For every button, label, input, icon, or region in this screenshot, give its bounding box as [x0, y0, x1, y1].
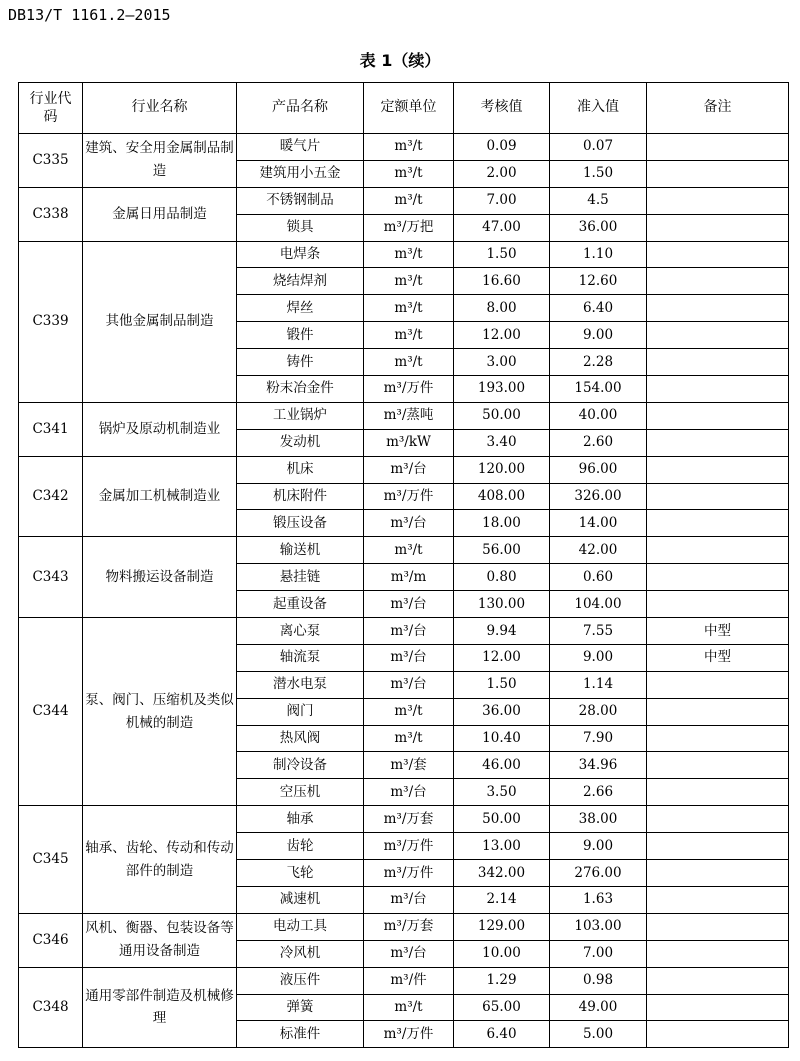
industry-name: 其他金属制品制造 [83, 241, 237, 402]
note [647, 779, 789, 806]
product-name: 铸件 [237, 349, 364, 376]
access-value: 154.00 [550, 376, 647, 403]
industry-code: C339 [19, 241, 83, 402]
quota-unit: m³/台 [364, 618, 454, 645]
note [647, 886, 789, 913]
access-value: 96.00 [550, 456, 647, 483]
access-value: 7.90 [550, 725, 647, 752]
table-row [19, 134, 789, 161]
quota-unit: m³/套 [364, 752, 454, 779]
assess-value: 18.00 [454, 510, 550, 537]
industry-code: C348 [19, 967, 83, 1048]
industry-name: 风机、衡器、包装设备等通用设备制造 [83, 913, 237, 967]
quota-unit: m³/t [364, 349, 454, 376]
access-value: 14.00 [550, 510, 647, 537]
industry-name: 锅炉及原动机制造业 [83, 402, 237, 456]
table-row [19, 537, 789, 564]
table-row [19, 241, 789, 268]
access-value: 0.98 [550, 967, 647, 994]
quota-unit: m³/件 [364, 967, 454, 994]
note [647, 940, 789, 967]
access-value: 2.28 [550, 349, 647, 376]
product-name: 弹簧 [237, 994, 364, 1021]
table-row [19, 806, 789, 833]
note [647, 1021, 789, 1048]
assess-value: 408.00 [454, 483, 550, 510]
assess-value: 3.40 [454, 429, 550, 456]
product-name: 电动工具 [237, 913, 364, 940]
assess-value: 2.14 [454, 886, 550, 913]
note [647, 295, 789, 322]
assess-value: 129.00 [454, 913, 550, 940]
product-name: 输送机 [237, 537, 364, 564]
note [647, 591, 789, 618]
assess-value: 3.00 [454, 349, 550, 376]
product-name: 不锈钢制品 [237, 187, 364, 214]
product-name: 粉末冶金件 [237, 376, 364, 403]
table-title: 表 1（续） [359, 51, 441, 70]
assess-value: 9.94 [454, 618, 550, 645]
assess-value: 1.50 [454, 241, 550, 268]
access-value: 326.00 [550, 483, 647, 510]
assess-value: 342.00 [454, 860, 550, 887]
table-row [19, 618, 789, 645]
note [647, 752, 789, 779]
note [647, 967, 789, 994]
assess-value: 1.50 [454, 671, 550, 698]
access-value: 1.63 [550, 886, 647, 913]
assess-value: 10.00 [454, 940, 550, 967]
product-name: 锁具 [237, 214, 364, 241]
access-value: 12.60 [550, 268, 647, 295]
table-row [19, 913, 789, 940]
note [647, 806, 789, 833]
assess-value: 65.00 [454, 994, 550, 1021]
industry-code: C341 [19, 402, 83, 456]
product-name: 空压机 [237, 779, 364, 806]
table-row [19, 456, 789, 483]
water-quota-table [18, 82, 789, 1048]
table-row [19, 967, 789, 994]
assess-value: 0.09 [454, 134, 550, 161]
access-value: 36.00 [550, 214, 647, 241]
table-row [19, 402, 789, 429]
col-header-unit: 定额单位 [364, 83, 454, 134]
product-name: 标准件 [237, 1021, 364, 1048]
access-value: 7.55 [550, 618, 647, 645]
access-value: 34.96 [550, 752, 647, 779]
quota-unit: m³/t [364, 268, 454, 295]
quota-unit: m³/t [364, 994, 454, 1021]
access-value: 9.00 [550, 644, 647, 671]
note [647, 429, 789, 456]
industry-code: C344 [19, 618, 83, 806]
assess-value: 0.80 [454, 564, 550, 591]
access-value: 2.60 [550, 429, 647, 456]
note [647, 376, 789, 403]
quota-unit: m³/t [364, 698, 454, 725]
note [647, 994, 789, 1021]
product-name: 电焊条 [237, 241, 364, 268]
assess-value: 50.00 [454, 402, 550, 429]
note [647, 564, 789, 591]
assess-value: 12.00 [454, 322, 550, 349]
product-name: 暖气片 [237, 134, 364, 161]
industry-name: 通用零部件制造及机械修理 [83, 967, 237, 1048]
product-name: 锻压设备 [237, 510, 364, 537]
assess-value: 10.40 [454, 725, 550, 752]
note: 中型 [647, 618, 789, 645]
product-name: 热风阀 [237, 725, 364, 752]
assess-value: 46.00 [454, 752, 550, 779]
note [647, 134, 789, 161]
note [647, 402, 789, 429]
industry-code: C335 [19, 134, 83, 188]
quota-unit: m³/台 [364, 886, 454, 913]
access-value: 28.00 [550, 698, 647, 725]
quota-unit: m³/万件 [364, 376, 454, 403]
access-value: 1.50 [550, 160, 647, 187]
product-name: 齿轮 [237, 833, 364, 860]
note [647, 833, 789, 860]
product-name: 阀门 [237, 698, 364, 725]
assess-value: 13.00 [454, 833, 550, 860]
note: 中型 [647, 644, 789, 671]
quota-unit: m³/t [364, 134, 454, 161]
quota-unit: m³/台 [364, 779, 454, 806]
assess-value: 130.00 [454, 591, 550, 618]
col-header-access: 准入值 [550, 83, 647, 134]
note [647, 268, 789, 295]
assess-value: 47.00 [454, 214, 550, 241]
quota-unit: m³/蒸吨 [364, 402, 454, 429]
col-header-note: 备注 [647, 83, 789, 134]
industry-code: C342 [19, 456, 83, 537]
product-name: 锻件 [237, 322, 364, 349]
assess-value: 3.50 [454, 779, 550, 806]
assess-value: 8.00 [454, 295, 550, 322]
product-name: 冷风机 [237, 940, 364, 967]
quota-unit: m³/台 [364, 644, 454, 671]
note [647, 160, 789, 187]
table-row [19, 187, 789, 214]
access-value: 4.5 [550, 187, 647, 214]
access-value: 103.00 [550, 913, 647, 940]
quota-unit: m³/万件 [364, 1021, 454, 1048]
quota-unit: m³/万套 [364, 806, 454, 833]
note [647, 537, 789, 564]
product-name: 飞轮 [237, 860, 364, 887]
quota-unit: m³/万套 [364, 913, 454, 940]
note [647, 860, 789, 887]
note [647, 187, 789, 214]
note [647, 456, 789, 483]
access-value: 0.07 [550, 134, 647, 161]
header-row [19, 83, 789, 134]
product-name: 离心泵 [237, 618, 364, 645]
note [647, 241, 789, 268]
quota-unit: m³/t [364, 537, 454, 564]
access-value: 38.00 [550, 806, 647, 833]
product-name: 轴流泵 [237, 644, 364, 671]
col-header-code: 行业代码 [19, 83, 83, 134]
quota-unit: m³/台 [364, 456, 454, 483]
assess-value: 2.00 [454, 160, 550, 187]
industry-code: C346 [19, 913, 83, 967]
quota-unit: m³/t [364, 241, 454, 268]
industry-name: 建筑、安全用金属制品制造 [83, 134, 237, 188]
quota-unit: m³/万件 [364, 860, 454, 887]
product-name: 机床 [237, 456, 364, 483]
access-value: 104.00 [550, 591, 647, 618]
quota-unit: m³/台 [364, 591, 454, 618]
access-value: 276.00 [550, 860, 647, 887]
assess-value: 7.00 [454, 187, 550, 214]
quota-unit: m³/t [364, 725, 454, 752]
assess-value: 120.00 [454, 456, 550, 483]
product-name: 工业锅炉 [237, 402, 364, 429]
table-body [19, 134, 789, 1048]
access-value: 49.00 [550, 994, 647, 1021]
assess-value: 6.40 [454, 1021, 550, 1048]
industry-code: C345 [19, 806, 83, 914]
access-value: 9.00 [550, 833, 647, 860]
access-value: 2.66 [550, 779, 647, 806]
product-name: 减速机 [237, 886, 364, 913]
product-name: 轴承 [237, 806, 364, 833]
access-value: 6.40 [550, 295, 647, 322]
note [647, 725, 789, 752]
product-name: 发动机 [237, 429, 364, 456]
note [647, 322, 789, 349]
assess-value: 56.00 [454, 537, 550, 564]
quota-unit: m³/t [364, 160, 454, 187]
note [647, 349, 789, 376]
assess-value: 193.00 [454, 376, 550, 403]
col-header-industry: 行业名称 [83, 83, 237, 134]
assess-value: 16.60 [454, 268, 550, 295]
quota-unit: m³/m [364, 564, 454, 591]
access-value: 1.10 [550, 241, 647, 268]
note [647, 698, 789, 725]
note [647, 671, 789, 698]
access-value: 0.60 [550, 564, 647, 591]
assess-value: 50.00 [454, 806, 550, 833]
quota-unit: m³/台 [364, 510, 454, 537]
access-value: 42.00 [550, 537, 647, 564]
access-value: 9.00 [550, 322, 647, 349]
quota-unit: m³/万件 [364, 483, 454, 510]
assess-value: 1.29 [454, 967, 550, 994]
industry-name: 轴承、齿轮、传动和传动部件的制造 [83, 806, 237, 914]
product-name: 液压件 [237, 967, 364, 994]
industry-name: 金属日用品制造 [83, 187, 237, 241]
product-name: 潜水电泵 [237, 671, 364, 698]
access-value: 40.00 [550, 402, 647, 429]
industry-code: C343 [19, 537, 83, 618]
col-header-assess: 考核值 [454, 83, 550, 134]
industry-code: C338 [19, 187, 83, 241]
note [647, 483, 789, 510]
quota-unit: m³/台 [364, 671, 454, 698]
product-name: 机床附件 [237, 483, 364, 510]
assess-value: 36.00 [454, 698, 550, 725]
product-name: 烧结焊剂 [237, 268, 364, 295]
access-value: 5.00 [550, 1021, 647, 1048]
quota-unit: m³/t [364, 295, 454, 322]
document-code: DB13/T 1161.2—2015 [8, 6, 171, 24]
quota-unit: m³/万件 [364, 833, 454, 860]
access-value: 7.00 [550, 940, 647, 967]
col-header-product: 产品名称 [237, 83, 364, 134]
quota-unit: m³/万把 [364, 214, 454, 241]
quota-unit: m³/台 [364, 940, 454, 967]
product-name: 焊丝 [237, 295, 364, 322]
assess-value: 12.00 [454, 644, 550, 671]
industry-name: 物料搬运设备制造 [83, 537, 237, 618]
product-name: 起重设备 [237, 591, 364, 618]
product-name: 悬挂链 [237, 564, 364, 591]
quota-unit: m³/kW [364, 429, 454, 456]
access-value: 1.14 [550, 671, 647, 698]
note [647, 913, 789, 940]
product-name: 建筑用小五金 [237, 160, 364, 187]
quota-unit: m³/t [364, 187, 454, 214]
note [647, 214, 789, 241]
note [647, 510, 789, 537]
industry-name: 金属加工机械制造业 [83, 456, 237, 537]
industry-name: 泵、阀门、压缩机及类似机械的制造 [83, 618, 237, 806]
product-name: 制冷设备 [237, 752, 364, 779]
quota-unit: m³/t [364, 322, 454, 349]
